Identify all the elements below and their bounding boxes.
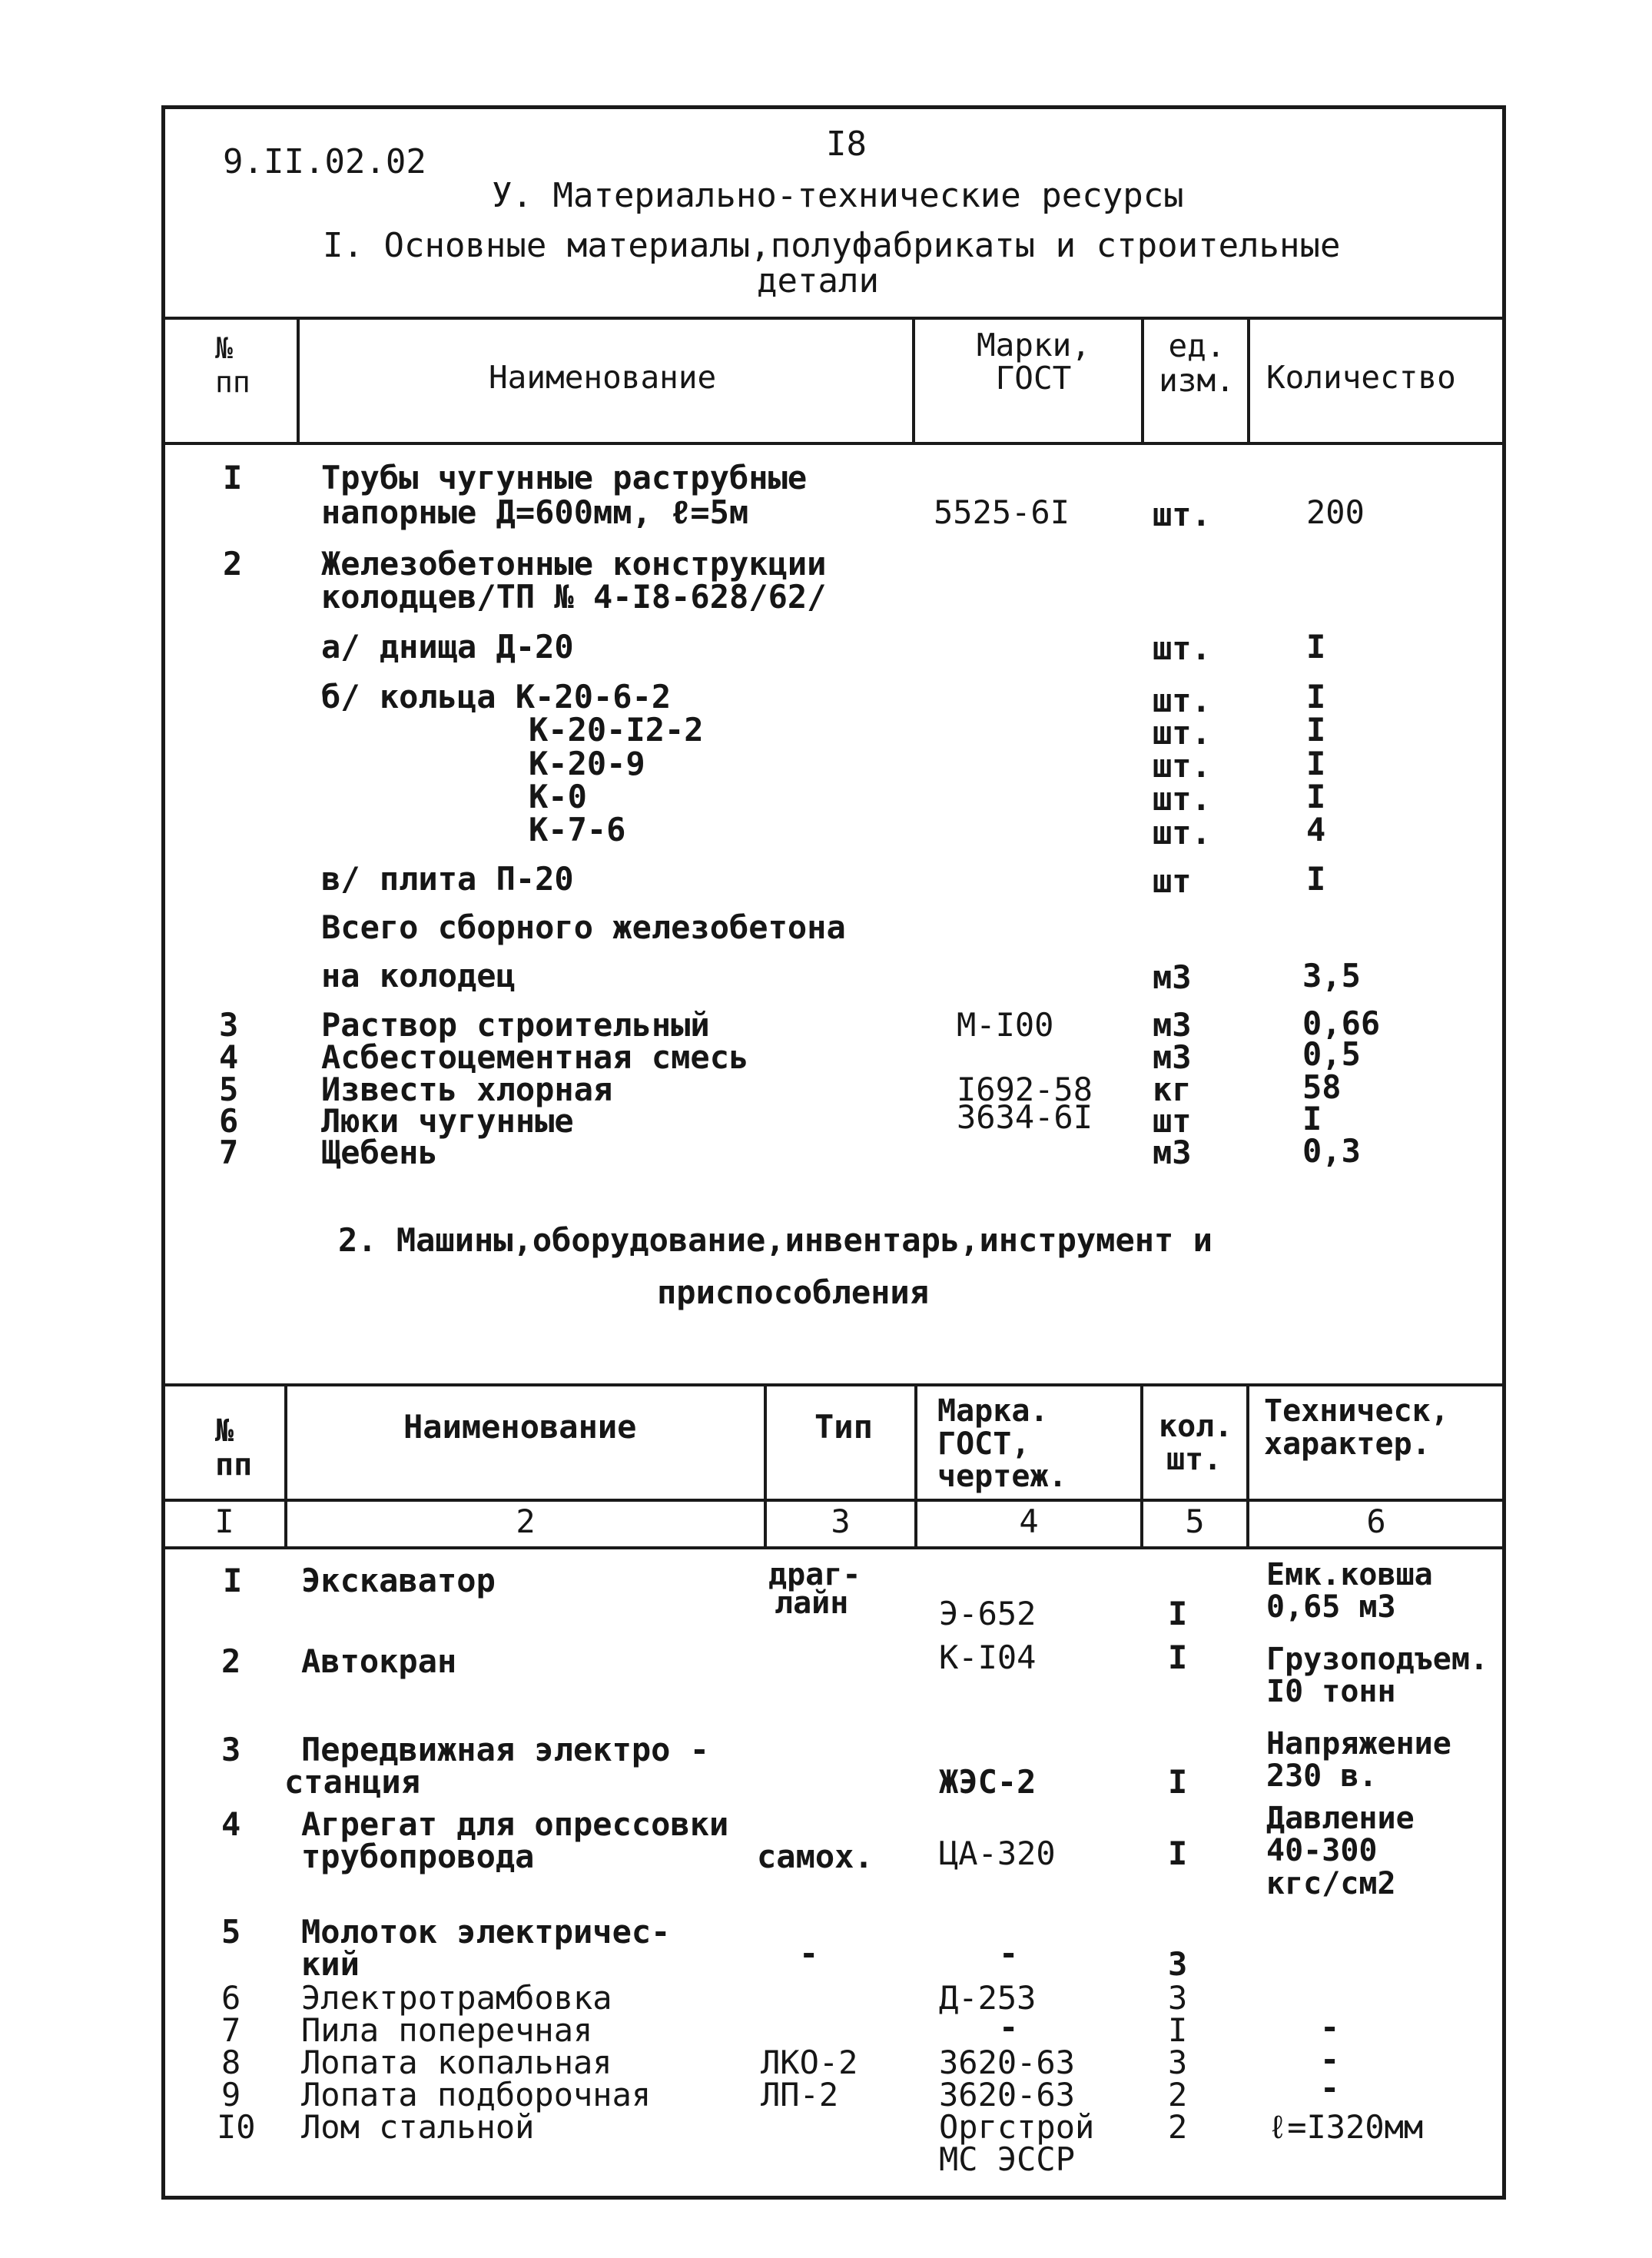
row-qty: 200 [1306, 493, 1365, 531]
row-number: I [223, 1562, 243, 1599]
part1-title-line1: I. Основные материалы,полуфабрикаты и строительные [323, 226, 1341, 265]
row-name-line2: трубопровода [301, 1838, 535, 1875]
row-name: Известь хлорная [321, 1071, 613, 1108]
row-unit: шт. [1153, 747, 1211, 785]
table1-header-name: Наименование [489, 359, 717, 396]
row-brand: Э-652 [939, 1595, 1037, 1632]
row-type: ЛКО-2 [761, 2044, 858, 2081]
row-tech-line1: Напряжение [1266, 1726, 1451, 1762]
row-number: 8 [221, 2044, 241, 2081]
row-qty: I [1306, 678, 1326, 716]
row-unit: м3 [1153, 1038, 1192, 1076]
row-qty: 4 [1306, 811, 1326, 848]
row-qty: 0,66 [1302, 1004, 1381, 1042]
row-type-line2: лайн [775, 1586, 849, 1621]
row-tech: - [1320, 2008, 1340, 2046]
row-tech-line3: кгс/см2 [1266, 1866, 1396, 1901]
table2-header-num: № пп [215, 1413, 253, 1483]
row-number: 7 [221, 2011, 241, 2049]
row-name: Лом стальной [301, 2108, 535, 2146]
row-unit: шт [1153, 862, 1192, 900]
row-name: К-0 [529, 778, 587, 815]
row-count: 2 [1168, 2108, 1188, 2146]
table2-column-number: I [214, 1503, 234, 1540]
table2-header-type: Тип [814, 1408, 873, 1446]
row-qty: I [1306, 860, 1326, 898]
row-name: Лопата копальная [301, 2044, 612, 2081]
row-name-line2: напорные Д=600мм, ℓ=5м [321, 493, 749, 531]
row-count: I [1168, 2011, 1188, 2049]
row-qty: 3,5 [1302, 957, 1361, 995]
row-number: 7 [219, 1134, 239, 1171]
part2-title-line2: приспособления [657, 1273, 930, 1311]
row-unit: м3 [1153, 958, 1192, 996]
row-tech-line1: Емк.ковша [1266, 1557, 1433, 1592]
row-brand: ЖЭС-2 [939, 1763, 1037, 1801]
row-name-line1: Трубы чугунные раструбные [321, 459, 808, 496]
row-name-line2: колодцев/ТП № 4-I8-628/62/ [321, 578, 827, 616]
row-gost: 5525-6I [934, 493, 1070, 531]
table1-header-border [161, 442, 1506, 445]
row-count: I [1168, 1835, 1188, 1872]
row-type: самох. [757, 1838, 874, 1875]
row-count: 3 [1168, 1979, 1188, 2017]
table2-column-number: 5 [1185, 1503, 1205, 1540]
table1-header-gost: Марки, ГОСТ [976, 327, 1091, 397]
table1-col-divider [912, 317, 915, 445]
row-type: ЛП-2 [761, 2076, 839, 2114]
row-number: I0 [217, 2108, 256, 2146]
row-number: 5 [219, 1071, 239, 1108]
row-count: 3 [1168, 2044, 1188, 2081]
row-name: Лопата подборочная [301, 2076, 652, 2114]
row-name-line2: кий [301, 1945, 360, 1983]
table2-header-brand-l3: чертеж. [937, 1459, 1067, 1494]
table2-header-brand-l2: ГОСТ, [937, 1426, 1030, 1462]
row-qty: I [1306, 778, 1326, 815]
table2-header-tech-l2: характер. [1264, 1426, 1431, 1462]
row-name: Всего сборного железобетона [321, 908, 846, 946]
table1-header-unit: ед. изм. [1159, 327, 1235, 400]
row-name: Люки чугунные [321, 1102, 574, 1140]
row-count: I [1168, 1763, 1188, 1801]
row-number: 2 [223, 545, 243, 583]
row-number: I [223, 459, 243, 496]
row-name: Пила поперечная [301, 2011, 593, 2049]
row-unit: кг [1153, 1071, 1192, 1108]
row-unit: шт. [1153, 814, 1211, 852]
table1-col-divider [1141, 317, 1144, 445]
section-title: У. Материально-технические ресурсы [492, 176, 1184, 215]
page-number: I8 [826, 125, 867, 164]
row-name: Автокран [301, 1642, 457, 1680]
row-name: Электротрамбовка [301, 1979, 612, 2017]
row-tech: - [1320, 2041, 1340, 2078]
table2-header-brand-l1: Марка. [937, 1393, 1049, 1429]
row-unit: м3 [1153, 1006, 1192, 1044]
row-number: 6 [221, 1979, 241, 2017]
table1-col-divider [1247, 317, 1250, 445]
table2-column-number: 6 [1366, 1503, 1386, 1540]
row-tech-line1: Грузоподъем. [1266, 1642, 1488, 1677]
row-tech-line2: 0,65 м3 [1266, 1589, 1396, 1625]
table2-header-tech-l1: Техническ, [1264, 1393, 1449, 1429]
row-qty: I [1306, 711, 1326, 749]
row-gost: М-I00 [957, 1006, 1054, 1044]
row-unit: шт. [1153, 629, 1211, 667]
row-count: 3 [1168, 1945, 1188, 1983]
table2-header-name: Наименование [403, 1408, 637, 1446]
row-name-line1: Передвижная электро - [301, 1731, 710, 1768]
row-unit: шт. [1153, 780, 1211, 818]
row-name: б/ кольца К-20-6-2 [321, 678, 672, 716]
row-count: 2 [1168, 2076, 1188, 2114]
row-unit: шт. [1153, 714, 1211, 752]
part2-title-line1: 2. Машины,оборудование,инвентарь,инструмент и [338, 1221, 1212, 1259]
table2-header-count-l1: кол. [1159, 1409, 1233, 1444]
table2-header-count-l2: шт. [1166, 1442, 1222, 1477]
row-number: 6 [219, 1102, 239, 1140]
row-qty: I [1302, 1100, 1322, 1137]
row-name: Асбестоцементная смесь [321, 1038, 749, 1076]
row-tech-line1: Давление [1266, 1801, 1415, 1836]
row-number: 4 [219, 1038, 239, 1076]
table1-top-border [161, 317, 1506, 320]
row-brand-line2: МС ЭССР [939, 2140, 1076, 2178]
row-type: - [799, 1934, 819, 1972]
row-name: К-20-I2-2 [529, 711, 704, 749]
table2-top-border [161, 1383, 1506, 1386]
row-unit: шт. [1153, 682, 1211, 719]
row-name-line1: Агрегат для опрессовки [301, 1805, 729, 1843]
row-name: Раствор строительный [321, 1006, 710, 1044]
document-code: 9.II.02.02 [223, 142, 426, 181]
part1-title-line2: детали [757, 261, 879, 301]
row-name: Экскаватор [301, 1562, 496, 1599]
row-unit: м3 [1153, 1134, 1192, 1171]
row-tech: ℓ=I320мм [1268, 2108, 1424, 2146]
row-number: 5 [221, 1913, 241, 1951]
row-number: 9 [221, 2076, 241, 2114]
row-tech: - [1320, 2069, 1340, 2107]
row-brand: ЦА-320 [939, 1835, 1056, 1872]
row-qty: I [1306, 628, 1326, 666]
row-count: I [1168, 1595, 1188, 1632]
row-name: а/ днища Д-20 [321, 628, 574, 666]
row-tech-line2: I0 тонн [1266, 1674, 1396, 1709]
row-unit: шт. [1153, 496, 1211, 533]
row-brand: К-I04 [939, 1639, 1037, 1676]
row-brand: 3620-63 [939, 2044, 1076, 2081]
row-name-line2: станция [284, 1763, 421, 1801]
row-gost: I692-58 [957, 1071, 1093, 1108]
row-name: К-20-9 [529, 745, 645, 782]
row-brand: 3620-63 [939, 2076, 1076, 2114]
row-name: на колодец [321, 957, 516, 995]
table2-header-border [161, 1499, 1506, 1502]
table1-header-num: № пп [215, 331, 250, 399]
row-number: 2 [221, 1642, 241, 1680]
row-number: 4 [221, 1805, 241, 1843]
row-tech-line2: 230 в. [1266, 1758, 1378, 1794]
table2-column-number: 4 [1019, 1503, 1039, 1540]
row-brand: - [999, 1934, 1019, 1972]
table2-column-number: 3 [831, 1503, 851, 1540]
row-brand: - [999, 2008, 1019, 2046]
row-unit: шт [1153, 1102, 1192, 1140]
row-name: Щебень [321, 1134, 438, 1171]
table2-colnum-border [161, 1546, 1506, 1549]
row-qty: 0,5 [1302, 1035, 1361, 1073]
row-name-line1: Железобетонные конструкции [321, 545, 827, 583]
row-qty: I [1306, 745, 1326, 782]
row-number: 3 [219, 1006, 239, 1044]
row-tech-line2: 40-300 [1266, 1833, 1378, 1868]
table1-col-divider [297, 317, 300, 445]
row-count: I [1168, 1639, 1188, 1676]
row-name: в/ плита П-20 [321, 860, 574, 898]
row-type-line1: драг- [768, 1557, 861, 1592]
row-number: 3 [221, 1731, 241, 1768]
row-name: К-7-6 [529, 811, 626, 848]
row-gost: 3634-6I [957, 1098, 1093, 1136]
row-qty: 58 [1302, 1068, 1342, 1106]
table1-header-qty: Количество [1266, 359, 1456, 396]
row-brand-line1: Оргстрой [939, 2108, 1095, 2146]
row-qty: 0,3 [1302, 1132, 1361, 1170]
row-brand: Д-253 [939, 1979, 1037, 2017]
table2-column-number: 2 [516, 1503, 536, 1540]
row-name-line1: Молоток электричес- [301, 1913, 671, 1951]
